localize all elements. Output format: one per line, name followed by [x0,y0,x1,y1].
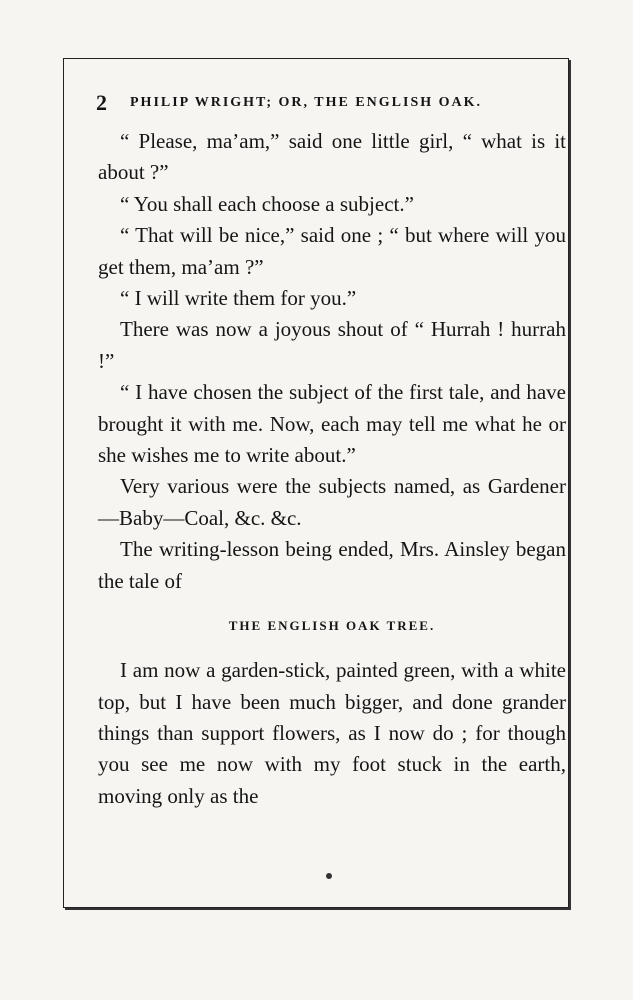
paragraph: I am now a garden-stick, painted green, with a white top, but I have been much bigger, and done grander things than support flowers, as I now do ; for though you see me now with my foot stuck in the earth, moving only as the [98,658,566,808]
page-number: 2 [96,90,107,115]
paragraph: “ I have chosen the subject of the first tale, and have brought it with me. Now, each may tell me what he or she wishes me to write about.” [98,380,566,468]
section-heading: THE ENGLISH OAK TREE. [228,618,436,634]
paragraph: Very various were the subjects named, as Gardener—Baby—Coal, &c. &c. [98,474,566,530]
running-header [96,92,540,114]
paragraph: “ I will write them for you.” [120,286,357,311]
running-title: PHILIP WRIGHT; OR, THE ENGLISH OAK. [130,95,483,110]
paragraph: The writing-lesson being ended, Mrs. Ainsley began the tale of [98,537,566,593]
ornament-dot [326,873,332,879]
paragraph: “ That will be nice,” said one ; “ but where will you get them, ma’am ?” [98,223,566,279]
paragraph: “ You shall each choose a subject.” [120,191,414,216]
paragraph: “ Please, ma’am,” said one little girl, “ what is it about ?” [98,129,566,185]
body-text [98,126,566,812]
paragraph: There was now a joyous shout of “ Hurrah ! hurrah !” [98,317,566,373]
